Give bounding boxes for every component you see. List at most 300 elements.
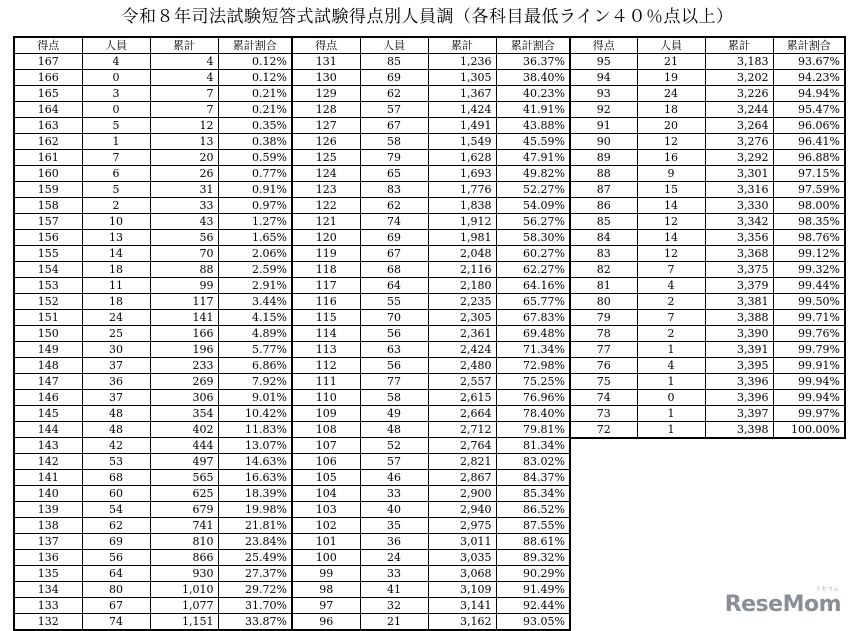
count-cell: 65 <box>360 166 428 182</box>
score-cell: 157 <box>14 214 82 230</box>
table-row <box>292 614 570 631</box>
cumulative-cell: 1,236 <box>428 54 496 70</box>
table-row <box>14 390 292 406</box>
score-cell: 143 <box>14 438 82 454</box>
score-cell: 76 <box>570 358 637 374</box>
table-row <box>570 214 845 230</box>
ratio-cell: 83.02% <box>496 454 570 470</box>
ratio-cell: 84.37% <box>496 470 570 486</box>
count-cell: 60 <box>82 486 150 502</box>
ratio-cell: 52.27% <box>496 182 570 198</box>
cumulative-cell: 2,821 <box>428 454 496 470</box>
ratio-cell: 65.77% <box>496 294 570 310</box>
cumulative-cell: 3,035 <box>428 550 496 566</box>
score-cell: 130 <box>292 70 360 86</box>
score-cell: 137 <box>14 534 82 550</box>
cumulative-cell: 2,664 <box>428 406 496 422</box>
table-row <box>292 198 570 214</box>
header-score: 得点 <box>570 37 637 54</box>
table-row <box>292 294 570 310</box>
cumulative-cell: 810 <box>150 534 218 550</box>
score-cell: 83 <box>570 246 637 262</box>
count-cell: 69 <box>360 70 428 86</box>
cumulative-cell: 2,116 <box>428 262 496 278</box>
count-cell: 5 <box>82 182 150 198</box>
table-row <box>570 182 845 198</box>
score-cell: 146 <box>14 390 82 406</box>
score-cell: 72 <box>570 422 637 439</box>
ratio-cell: 98.76% <box>773 230 845 246</box>
table-row <box>570 102 845 118</box>
count-cell: 0 <box>82 70 150 86</box>
cumulative-cell: 20 <box>150 150 218 166</box>
cumulative-cell: 2,764 <box>428 438 496 454</box>
cumulative-cell: 3,356 <box>705 230 773 246</box>
ratio-cell: 76.96% <box>496 390 570 406</box>
score-cell: 117 <box>292 278 360 294</box>
table-row <box>14 374 292 390</box>
score-cell: 150 <box>14 326 82 342</box>
score-cell: 161 <box>14 150 82 166</box>
cumulative-cell: 497 <box>150 454 218 470</box>
ratio-cell: 0.77% <box>218 166 292 182</box>
cumulative-cell: 2,305 <box>428 310 496 326</box>
ratio-cell: 4.15% <box>218 310 292 326</box>
count-cell: 58 <box>360 390 428 406</box>
count-cell: 85 <box>360 54 428 70</box>
table-row <box>14 150 292 166</box>
ratio-cell: 0.91% <box>218 182 292 198</box>
count-cell: 14 <box>637 230 705 246</box>
count-cell: 21 <box>360 614 428 631</box>
ratio-cell: 93.05% <box>496 614 570 631</box>
cumulative-cell: 141 <box>150 310 218 326</box>
ratio-cell: 79.81% <box>496 422 570 438</box>
ratio-cell: 86.52% <box>496 502 570 518</box>
ratio-cell: 98.00% <box>773 198 845 214</box>
count-cell: 54 <box>82 502 150 518</box>
score-cell: 114 <box>292 326 360 342</box>
count-cell: 13 <box>82 230 150 246</box>
cumulative-cell: 99 <box>150 278 218 294</box>
count-cell: 48 <box>82 422 150 438</box>
cumulative-cell: 2,867 <box>428 470 496 486</box>
table-row <box>14 566 292 582</box>
count-cell: 24 <box>360 550 428 566</box>
score-cell: 136 <box>14 550 82 566</box>
cumulative-cell: 2,048 <box>428 246 496 262</box>
table-row <box>570 118 845 134</box>
cumulative-cell: 166 <box>150 326 218 342</box>
count-cell: 19 <box>637 70 705 86</box>
score-cell: 139 <box>14 502 82 518</box>
table-row <box>14 614 292 631</box>
ratio-cell: 40.23% <box>496 86 570 102</box>
ratio-cell: 19.98% <box>218 502 292 518</box>
cumulative-cell: 1,305 <box>428 70 496 86</box>
score-cell: 155 <box>14 246 82 262</box>
ratio-cell: 98.35% <box>773 214 845 230</box>
score-cell: 128 <box>292 102 360 118</box>
table-row <box>14 358 292 374</box>
score-cell: 149 <box>14 342 82 358</box>
score-cell: 134 <box>14 582 82 598</box>
table-row <box>14 134 292 150</box>
cumulative-cell: 3,330 <box>705 198 773 214</box>
score-cell: 97 <box>292 598 360 614</box>
table-row <box>570 422 845 439</box>
ratio-cell: 3.44% <box>218 294 292 310</box>
table-row <box>292 214 570 230</box>
count-cell: 14 <box>637 198 705 214</box>
cumulative-cell: 3,368 <box>705 246 773 262</box>
cumulative-cell: 2,235 <box>428 294 496 310</box>
count-cell: 67 <box>360 246 428 262</box>
ratio-cell: 75.25% <box>496 374 570 390</box>
ratio-cell: 0.97% <box>218 198 292 214</box>
header-count: 人員 <box>360 37 428 54</box>
ratio-cell: 99.91% <box>773 358 845 374</box>
ratio-cell: 94.23% <box>773 70 845 86</box>
table-row <box>570 230 845 246</box>
ratio-cell: 4.89% <box>218 326 292 342</box>
ratio-cell: 33.87% <box>218 614 292 631</box>
score-cell: 126 <box>292 134 360 150</box>
table-row <box>292 582 570 598</box>
count-cell: 67 <box>82 598 150 614</box>
score-cell: 90 <box>570 134 637 150</box>
ratio-cell: 97.15% <box>773 166 845 182</box>
ratio-cell: 60.27% <box>496 246 570 262</box>
score-cell: 113 <box>292 342 360 358</box>
count-cell: 10 <box>82 214 150 230</box>
ratio-cell: 69.48% <box>496 326 570 342</box>
ratio-cell: 10.42% <box>218 406 292 422</box>
score-cell: 125 <box>292 150 360 166</box>
cumulative-cell: 3,068 <box>428 566 496 582</box>
cumulative-cell: 2,615 <box>428 390 496 406</box>
ratio-cell: 97.59% <box>773 182 845 198</box>
count-cell: 57 <box>360 454 428 470</box>
table-row <box>292 246 570 262</box>
ratio-cell: 99.50% <box>773 294 845 310</box>
cumulative-cell: 2,557 <box>428 374 496 390</box>
score-cell: 108 <box>292 422 360 438</box>
table-row <box>14 102 292 118</box>
score-cell: 118 <box>292 262 360 278</box>
score-cell: 159 <box>14 182 82 198</box>
score-cell: 142 <box>14 454 82 470</box>
table-row <box>292 262 570 278</box>
count-cell: 14 <box>82 246 150 262</box>
count-cell: 2 <box>637 326 705 342</box>
score-cell: 105 <box>292 470 360 486</box>
count-cell: 68 <box>82 470 150 486</box>
header-cumulative: 累計 <box>428 37 496 54</box>
cumulative-cell: 3,162 <box>428 614 496 631</box>
count-cell: 37 <box>82 390 150 406</box>
ratio-cell: 71.34% <box>496 342 570 358</box>
ratio-cell: 23.84% <box>218 534 292 550</box>
table-row <box>14 502 292 518</box>
ratio-cell: 85.34% <box>496 486 570 502</box>
score-cell: 151 <box>14 310 82 326</box>
score-cell: 93 <box>570 86 637 102</box>
table-row <box>570 54 845 70</box>
header-score: 得点 <box>292 37 360 54</box>
table-row <box>292 70 570 86</box>
table-row <box>570 278 845 294</box>
cumulative-cell: 3,391 <box>705 342 773 358</box>
table-row <box>570 198 845 214</box>
table-row <box>570 374 845 390</box>
ratio-cell: 99.94% <box>773 390 845 406</box>
count-cell: 40 <box>360 502 428 518</box>
table-row <box>292 86 570 102</box>
table-row <box>14 406 292 422</box>
table-row <box>292 54 570 70</box>
count-cell: 70 <box>360 310 428 326</box>
count-cell: 56 <box>360 326 428 342</box>
table-row <box>292 534 570 550</box>
cumulative-cell: 2,900 <box>428 486 496 502</box>
table-row <box>570 70 845 86</box>
score-cell: 96 <box>292 614 360 631</box>
cumulative-cell: 4 <box>150 54 218 70</box>
table-row <box>292 438 570 454</box>
score-cell: 165 <box>14 86 82 102</box>
table-row <box>14 310 292 326</box>
score-cell: 107 <box>292 438 360 454</box>
cumulative-cell: 930 <box>150 566 218 582</box>
count-cell: 41 <box>360 582 428 598</box>
table-row <box>570 310 845 326</box>
score-cell: 153 <box>14 278 82 294</box>
cumulative-cell: 3,379 <box>705 278 773 294</box>
ratio-cell: 2.06% <box>218 246 292 262</box>
cumulative-cell: 2,975 <box>428 518 496 534</box>
ratio-cell: 13.07% <box>218 438 292 454</box>
cumulative-cell: 1,628 <box>428 150 496 166</box>
score-cell: 147 <box>14 374 82 390</box>
score-cell: 94 <box>570 70 637 86</box>
ratio-cell: 18.39% <box>218 486 292 502</box>
table-row <box>14 118 292 134</box>
cumulative-cell: 31 <box>150 182 218 198</box>
cumulative-cell: 2,361 <box>428 326 496 342</box>
score-cell: 81 <box>570 278 637 294</box>
table-row <box>292 518 570 534</box>
score-cell: 95 <box>570 54 637 70</box>
count-cell: 77 <box>360 374 428 390</box>
count-cell: 2 <box>82 198 150 214</box>
count-cell: 1 <box>637 406 705 422</box>
count-cell: 7 <box>637 310 705 326</box>
count-cell: 69 <box>82 534 150 550</box>
header-cumulative: 累計 <box>150 37 218 54</box>
count-cell: 18 <box>82 262 150 278</box>
cumulative-cell: 3,109 <box>428 582 496 598</box>
cumulative-cell: 866 <box>150 550 218 566</box>
score-cell: 124 <box>292 166 360 182</box>
ratio-cell: 56.27% <box>496 214 570 230</box>
ratio-cell: 99.32% <box>773 262 845 278</box>
count-cell: 36 <box>82 374 150 390</box>
count-cell: 5 <box>82 118 150 134</box>
cumulative-cell: 13 <box>150 134 218 150</box>
ratio-cell: 14.63% <box>218 454 292 470</box>
score-cell: 164 <box>14 102 82 118</box>
cumulative-cell: 444 <box>150 438 218 454</box>
count-cell: 64 <box>360 278 428 294</box>
cumulative-cell: 3,316 <box>705 182 773 198</box>
cumulative-cell: 3,396 <box>705 374 773 390</box>
cumulative-cell: 3,011 <box>428 534 496 550</box>
table-row <box>292 118 570 134</box>
table-row <box>292 422 570 438</box>
score-table-2 <box>291 36 571 631</box>
cumulative-cell: 1,491 <box>428 118 496 134</box>
count-cell: 16 <box>637 150 705 166</box>
ratio-cell: 21.81% <box>218 518 292 534</box>
score-cell: 127 <box>292 118 360 134</box>
table-row <box>292 390 570 406</box>
score-cell: 132 <box>14 614 82 631</box>
table-row <box>570 294 845 310</box>
table-row <box>292 374 570 390</box>
ratio-cell: 62.27% <box>496 262 570 278</box>
score-cell: 119 <box>292 246 360 262</box>
cumulative-cell: 3,396 <box>705 390 773 406</box>
ratio-cell: 88.61% <box>496 534 570 550</box>
count-cell: 67 <box>360 118 428 134</box>
cumulative-cell: 2,180 <box>428 278 496 294</box>
score-cell: 167 <box>14 54 82 70</box>
cumulative-cell: 741 <box>150 518 218 534</box>
ratio-cell: 6.86% <box>218 358 292 374</box>
score-cell: 131 <box>292 54 360 70</box>
cumulative-cell: 306 <box>150 390 218 406</box>
cumulative-cell: 2,480 <box>428 358 496 374</box>
ratio-cell: 2.91% <box>218 278 292 294</box>
count-cell: 24 <box>637 86 705 102</box>
ratio-cell: 54.09% <box>496 198 570 214</box>
ratio-cell: 100.00% <box>773 422 845 439</box>
ratio-cell: 89.32% <box>496 550 570 566</box>
ratio-cell: 99.79% <box>773 342 845 358</box>
cumulative-cell: 196 <box>150 342 218 358</box>
count-cell: 62 <box>360 86 428 102</box>
count-cell: 1 <box>637 422 705 439</box>
table-row <box>14 70 292 86</box>
count-cell: 1 <box>82 134 150 150</box>
count-cell: 21 <box>637 54 705 70</box>
count-cell: 83 <box>360 182 428 198</box>
cumulative-cell: 2,424 <box>428 342 496 358</box>
ratio-cell: 41.91% <box>496 102 570 118</box>
ratio-cell: 0.35% <box>218 118 292 134</box>
count-cell: 18 <box>637 102 705 118</box>
score-cell: 145 <box>14 406 82 422</box>
ratio-cell: 1.27% <box>218 214 292 230</box>
cumulative-cell: 3,141 <box>428 598 496 614</box>
cumulative-cell: 1,549 <box>428 134 496 150</box>
table-row <box>14 342 292 358</box>
ratio-cell: 0.21% <box>218 86 292 102</box>
table-row <box>570 86 845 102</box>
cumulative-cell: 354 <box>150 406 218 422</box>
header-cumulative: 累計 <box>705 37 773 54</box>
count-cell: 30 <box>82 342 150 358</box>
count-cell: 79 <box>360 150 428 166</box>
score-cell: 163 <box>14 118 82 134</box>
logo-text: ReseMom <box>724 592 841 617</box>
score-cell: 154 <box>14 262 82 278</box>
ratio-cell: 92.44% <box>496 598 570 614</box>
score-cell: 166 <box>14 70 82 86</box>
ratio-cell: 29.72% <box>218 582 292 598</box>
cumulative-cell: 2,712 <box>428 422 496 438</box>
cumulative-cell: 3,244 <box>705 102 773 118</box>
cumulative-cell: 26 <box>150 166 218 182</box>
score-cell: 135 <box>14 566 82 582</box>
score-cell: 73 <box>570 406 637 422</box>
cumulative-cell: 1,367 <box>428 86 496 102</box>
score-cell: 77 <box>570 342 637 358</box>
ratio-cell: 31.70% <box>218 598 292 614</box>
score-cell: 102 <box>292 518 360 534</box>
cumulative-cell: 269 <box>150 374 218 390</box>
cumulative-cell: 233 <box>150 358 218 374</box>
score-cell: 160 <box>14 166 82 182</box>
ratio-cell: 9.01% <box>218 390 292 406</box>
header-cumulative-ratio: 累計割合 <box>773 37 845 54</box>
count-cell: 7 <box>637 262 705 278</box>
score-cell: 101 <box>292 534 360 550</box>
count-cell: 35 <box>360 518 428 534</box>
cumulative-cell: 7 <box>150 86 218 102</box>
count-cell: 42 <box>82 438 150 454</box>
header-count: 人員 <box>637 37 705 54</box>
ratio-cell: 0.38% <box>218 134 292 150</box>
table-row <box>570 150 845 166</box>
table-row <box>14 438 292 454</box>
ratio-cell: 45.59% <box>496 134 570 150</box>
header-cumulative-ratio: 累計割合 <box>496 37 570 54</box>
ratio-cell: 90.29% <box>496 566 570 582</box>
ratio-cell: 64.16% <box>496 278 570 294</box>
cumulative-cell: 7 <box>150 102 218 118</box>
table-row <box>570 406 845 422</box>
table-row <box>292 182 570 198</box>
ratio-cell: 99.94% <box>773 374 845 390</box>
count-cell: 3 <box>82 86 150 102</box>
ratio-cell: 99.12% <box>773 246 845 262</box>
score-cell: 85 <box>570 214 637 230</box>
cumulative-cell: 3,226 <box>705 86 773 102</box>
count-cell: 52 <box>360 438 428 454</box>
ratio-cell: 96.88% <box>773 150 845 166</box>
count-cell: 56 <box>82 550 150 566</box>
count-cell: 68 <box>360 262 428 278</box>
count-cell: 62 <box>82 518 150 534</box>
cumulative-cell: 56 <box>150 230 218 246</box>
table-row <box>14 422 292 438</box>
cumulative-cell: 3,183 <box>705 54 773 70</box>
table-row <box>14 278 292 294</box>
table-row <box>14 294 292 310</box>
ratio-cell: 99.44% <box>773 278 845 294</box>
